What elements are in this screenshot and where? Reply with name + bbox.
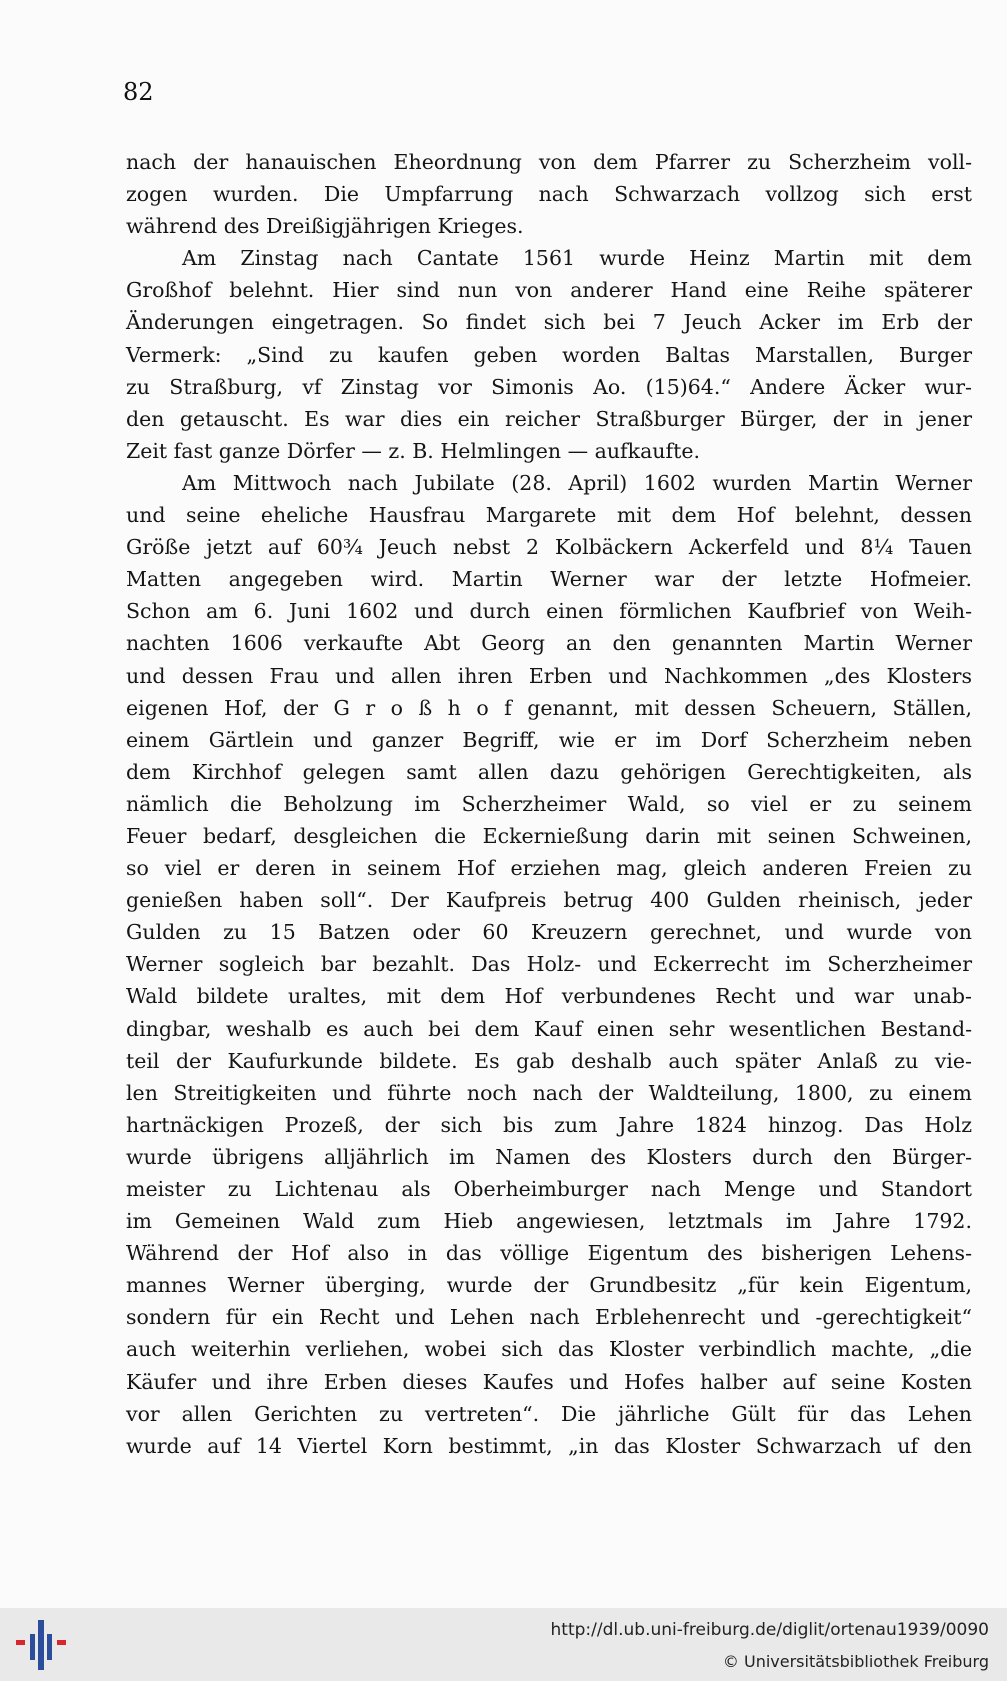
text-line: vor allen Gerichten zu vertreten“. Die jährliche Gült für das Lehen [126,1401,972,1426]
text-line: Größe jetzt auf 60¾ Jeuch nebst 2 Kolbäckern Ackerfeld und 8¼ Tauen [126,535,972,560]
text-line: nachten 1606 verkaufte Abt Georg an den genannten Martin Werner [126,631,972,656]
text-line: während des Dreißigjährigen Krieges. [126,214,524,239]
text-line: Änderungen eingetragen. So findet sich bei 7 Jeuch Acker im Erb der [126,310,972,335]
text-line: nach der hanauischen Eheordnung von dem Pfarrer zu Scherzheim voll- [126,150,972,174]
text-line: dem Kirchhof gelegen samt allen dazu gehörigen Gerechtigkeiten, als [126,759,972,784]
text-line: einem Gärtlein und ganzer Begriff, wie er im Dorf Scherzheim neben [126,727,972,752]
text-line: zogen wurden. Die Umpfarrung nach Schwarzach vollzog sich erst [126,182,972,207]
text-line: hartnäckigen Prozeß, der sich bis zum Jahre 1824 hinzog. Das Holz [126,1112,972,1137]
text-line: Vermerk: „Sind zu kaufen geben worden Baltas Marstallen, Burger [126,342,972,367]
text-line: Feuer bedarf, desgleichen die Eckernießung darin mit seinen Schweinen, [126,823,972,848]
text-line: und dessen Frau und allen ihren Erben und Nachkommen „des Klosters [126,663,972,688]
text-line: mannes Werner überging, wurde der Grundbesitz „für kein Eigentum, [126,1273,972,1298]
viewer-footer [0,1608,1007,1681]
text-line: zu Straßburg, vf Zinstag vor Simonis Ao. (15)64.“ Andere Äcker wur- [126,374,972,399]
text-line: Zeit fast ganze Dörfer — z. B. Helmlingen — aufkaufte. [126,438,700,463]
text-line: len Streitigkeiten und führte noch nach der Waldteilung, 1800, zu einem [126,1080,972,1105]
text-line: Matten angegeben wird. Martin Werner war der letzte Hofmeier. [126,567,972,592]
text-line: Großhof belehnt. Hier sind nun von anderer Hand eine Reihe späterer [126,278,972,303]
text-line: genießen haben soll“. Der Kaufpreis betrug 400 Gulden rheinisch, jeder [126,888,972,913]
copyright-notice: © Universitätsbibliothek Freiburg [722,1652,989,1671]
text-line: dingbar, weshalb es auch bei dem Kauf einen sehr wesentlichen Bestand- [126,1016,972,1041]
text-line: im Gemeinen Wald zum Hieb angewiesen, letztmals im Jahre 1792. [126,1209,972,1234]
text-line: wurde auf 14 Viertel Korn bestimmt, „in das Kloster Schwarzach uf den [126,1433,972,1458]
text-line: Am Mittwoch nach Jubilate (28. April) 1602 wurden Martin Werner [182,470,972,495]
text-line: Während der Hof also in das völlige Eigentum des bisherigen Lehens- [126,1241,972,1266]
text-line: Käufer und ihre Erben dieses Kaufes und Hofes halber auf seine Kosten [126,1369,972,1394]
text-line: meister zu Lichtenau als Oberheimburger nach Menge und Standort [126,1177,972,1201]
text-line: Wald bildete uraltes, mit dem Hof verbundenes Recht und war unab- [126,984,972,1009]
text-line: teil der Kaufurkunde bildete. Es gab deshalb auch später Anlaß zu vie- [126,1048,972,1073]
text-line: so viel er deren in seinem Hof erziehen mag, gleich anderen Freien zu [126,856,972,881]
text-line: wurde übrigens alljährlich im Namen des Klosters durch den Bürger- [126,1144,972,1169]
body-text [126,146,972,1462]
ub-freiburg-logo-icon [16,1620,66,1670]
text-line: Am Zinstag nach Cantate 1561 wurde Heinz Martin mit dem [182,246,972,271]
text-line: auch weiterhin verliehen, wobei sich das Kloster verbindlich machte, „die [126,1337,972,1362]
text-line: eigenen Hof, der G r o ß h o f genannt, mit dessen Scheuern, Ställen, [126,695,972,720]
text-line: Schon am 6. Juni 1602 und durch einen förmlichen Kaufbrief von Weih- [126,599,972,624]
text-line: nämlich die Beholzung im Scherzheimer Wald, so viel er zu seinem [126,791,972,816]
text-line: den getauscht. Es war dies ein reicher Straßburger Bürger, der in jener [126,406,972,431]
text-line: Werner sogleich bar bezahlt. Das Holz- und Eckerrecht im Scherzheimer [126,952,972,977]
source-url-link[interactable]: http://dl.ub.uni-freiburg.de/diglit/ortenau1939/0090 [550,1620,989,1640]
text-line: sondern für ein Recht und Lehen nach Erblehenrecht und -gerechtigkeit“ [126,1305,972,1330]
text-line: und seine eheliche Hausfrau Margarete mit dem Hof belehnt, dessen [126,503,972,528]
page-number: 82 [123,78,154,106]
text-line: Gulden zu 15 Batzen oder 60 Kreuzern gerechnet, und wurde von [126,920,972,945]
